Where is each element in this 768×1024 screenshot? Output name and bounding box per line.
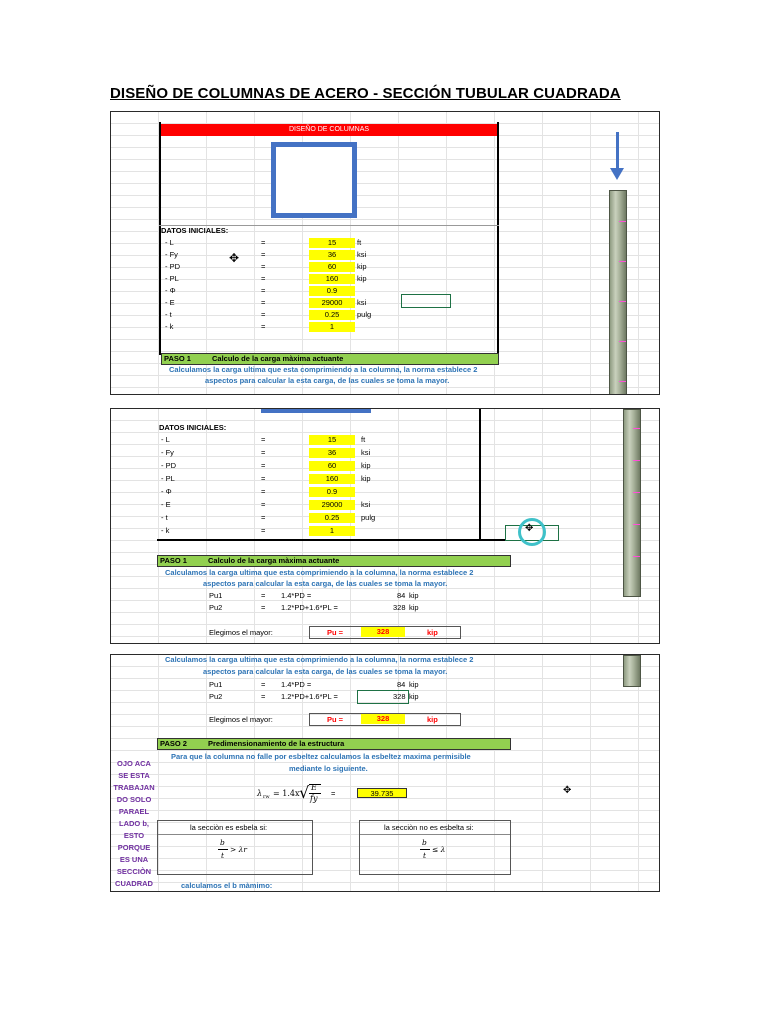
note-line: CUADRAD bbox=[115, 879, 153, 888]
esbelta-cond: > λr bbox=[230, 845, 248, 854]
screenshot-3 bbox=[110, 654, 660, 892]
dato-eq: = bbox=[261, 448, 266, 457]
paso1-text1: Calculamos la carga ultima que esta comprimiendo a la columna, la norma establece 2 bbox=[165, 655, 474, 664]
dato-label: - E bbox=[165, 298, 175, 307]
dato-unit: kip bbox=[357, 262, 367, 271]
pu1-unit: kip bbox=[409, 680, 419, 689]
esbelta-title: la secciòn es esbela si: bbox=[190, 823, 268, 832]
pu1-value: 84 bbox=[397, 591, 406, 600]
dato-eq: = bbox=[261, 487, 266, 496]
dato-value[interactable]: 160 bbox=[309, 274, 355, 284]
dato-label: - PL bbox=[165, 274, 179, 283]
pu-label: Pu = bbox=[327, 715, 344, 724]
choose-label: Elegimos el mayor: bbox=[209, 715, 273, 724]
paso1-text2: aspectos para calcular la esta carga, de las cuales se toma la mayor. bbox=[205, 376, 450, 385]
dato-value[interactable]: 0.9 bbox=[309, 487, 355, 497]
dato-unit: ksi bbox=[357, 298, 367, 307]
dato-value[interactable]: 60 bbox=[309, 461, 355, 471]
pu-value: 328 bbox=[361, 714, 405, 724]
paso2-label: PASO 2 bbox=[160, 739, 187, 748]
dato-eq: = bbox=[261, 286, 266, 295]
screenshot-2 bbox=[110, 408, 660, 644]
paso1-bar bbox=[157, 555, 511, 567]
lambda-formula: λ rw = 1.4x √ E fy bbox=[257, 779, 337, 807]
pu1-name: Pu1 bbox=[209, 680, 223, 689]
dato-label: - Fy bbox=[161, 448, 174, 457]
paso1-text1: Calculamos la carga ultima que esta comprimiendo a la columna, la norma establece 2 bbox=[169, 365, 478, 374]
dato-unit: pulg bbox=[357, 310, 372, 319]
dato-unit: kip bbox=[361, 474, 371, 483]
dato-label: - PD bbox=[165, 262, 180, 271]
dato-eq: = bbox=[261, 461, 266, 470]
dato-value[interactable]: 160 bbox=[309, 474, 355, 484]
note-line: DO SOLO bbox=[116, 795, 152, 804]
dato-value[interactable]: 60 bbox=[309, 262, 355, 272]
dato-value[interactable]: 15 bbox=[309, 435, 355, 445]
frac-t: t bbox=[423, 851, 427, 860]
dato-eq: = bbox=[261, 435, 266, 444]
column-3d-icon bbox=[623, 409, 641, 597]
dato-eq: = bbox=[261, 274, 266, 283]
pu-unit: kip bbox=[427, 715, 438, 724]
calc-b-text: calculamos el b màmimo: bbox=[181, 881, 273, 890]
esbelta-box bbox=[157, 820, 313, 875]
dato-value[interactable]: 36 bbox=[309, 448, 355, 458]
move-cursor-icon: ✥ bbox=[525, 523, 534, 534]
dato-value[interactable]: 1 bbox=[309, 526, 355, 536]
note-line: SE ESTA bbox=[118, 771, 150, 780]
dato-value[interactable]: 29000 bbox=[309, 500, 355, 510]
paso1-bar bbox=[161, 353, 499, 365]
pu2-formula: 1.2*PD+1.6*PL = bbox=[281, 692, 338, 701]
lambda-eq: = bbox=[331, 789, 336, 798]
dato-label: - L bbox=[165, 238, 174, 247]
note-line: PORQUE bbox=[117, 843, 151, 852]
pu1-eq: = bbox=[261, 680, 266, 689]
note-line: ES UNA bbox=[119, 855, 149, 864]
pu2-eq: = bbox=[261, 692, 266, 701]
dato-unit: ft bbox=[357, 238, 362, 247]
paso2-bar bbox=[157, 738, 511, 750]
dato-label: - E bbox=[161, 500, 171, 509]
lambda-rhs: = 1.4x bbox=[273, 789, 300, 798]
paso1-text2: aspectos para calcular la esta carga, de las cuales se toma la mayor. bbox=[203, 579, 448, 588]
dato-eq: = bbox=[261, 526, 266, 535]
paso1-text2: aspectos para calcular la esta carga, de las cuales se toma la mayor. bbox=[203, 667, 448, 676]
lambda-fy: fy bbox=[310, 794, 318, 803]
dato-label: - Φ bbox=[165, 286, 176, 295]
pu2-unit: kip bbox=[409, 692, 419, 701]
note-line: TRABAJAN bbox=[113, 783, 155, 792]
dato-eq: = bbox=[261, 310, 266, 319]
dato-label: - t bbox=[161, 513, 168, 522]
dato-unit: kip bbox=[357, 274, 367, 283]
note-line: SECCIÒN bbox=[116, 867, 152, 876]
pu2-eq: = bbox=[261, 603, 266, 612]
dato-unit: ksi bbox=[361, 448, 371, 457]
pu2-name: Pu2 bbox=[209, 603, 223, 612]
dato-unit: ft bbox=[361, 435, 366, 444]
screenshot-1 bbox=[110, 111, 660, 395]
sheet-header: DISEÑO DE COLUMNAS bbox=[161, 124, 497, 136]
pu1-formula: 1.4*PD = bbox=[281, 680, 312, 689]
frac-t: t bbox=[221, 851, 225, 860]
paso1-text1: Calculamos la carga ultima que esta comprimiendo a la columna, la norma establece 2 bbox=[165, 568, 474, 577]
paso2-text2: mediante lo siguiente. bbox=[289, 764, 368, 773]
move-cursor-icon: ✥ bbox=[563, 785, 572, 796]
pu2-value: 328 bbox=[393, 692, 406, 701]
pu2-value: 328 bbox=[393, 603, 406, 612]
load-arrow-icon bbox=[616, 132, 619, 170]
paso1-title: Calculo de la carga màxima actuante bbox=[208, 556, 340, 565]
dato-unit: ksi bbox=[361, 500, 371, 509]
pu-unit: kip bbox=[427, 628, 438, 637]
column-3d-icon bbox=[623, 655, 641, 687]
note-line: PARAEL bbox=[118, 807, 150, 816]
dato-value[interactable]: 0.9 bbox=[309, 286, 355, 296]
note-column bbox=[111, 759, 157, 891]
note-line: OJO ACA bbox=[117, 759, 151, 768]
dato-eq: = bbox=[261, 262, 266, 271]
pu1-eq: = bbox=[261, 591, 266, 600]
dato-value[interactable]: 0.25 bbox=[309, 513, 355, 523]
dato-value[interactable]: 1 bbox=[309, 322, 355, 332]
no-esbelta-cond: ≤ λ bbox=[432, 845, 446, 854]
dato-eq: = bbox=[261, 500, 266, 509]
dato-label: - PL bbox=[161, 474, 175, 483]
paso1-label: PASO 1 bbox=[164, 354, 191, 363]
pu2-formula: 1.2*PD+1.6*PL = bbox=[281, 603, 338, 612]
dato-eq: = bbox=[261, 474, 266, 483]
paso2-text1: Para que la columna no falle por esbeltez calculamos la esbeltez maxima permisible bbox=[171, 752, 471, 761]
no-esbelta-title: la secciòn no es esbelta si: bbox=[384, 823, 474, 832]
paso2-title: Predimensionamiento de la estructura bbox=[208, 739, 345, 748]
datos-title: DATOS INICIALES: bbox=[161, 226, 229, 235]
frac-b: b bbox=[422, 838, 427, 847]
dato-label: - t bbox=[165, 310, 172, 319]
no-esbelta-box bbox=[359, 820, 511, 875]
dato-unit: kip bbox=[361, 461, 371, 470]
dato-unit: pulg bbox=[361, 513, 376, 522]
pu1-name: Pu1 bbox=[209, 591, 223, 600]
dato-label: - Fy bbox=[165, 250, 178, 259]
dato-value[interactable]: 29000 bbox=[309, 298, 355, 308]
dato-label: - k bbox=[165, 322, 174, 331]
note-line: ESTO bbox=[123, 831, 145, 840]
column-3d-icon bbox=[609, 190, 627, 395]
lambda-e: E bbox=[311, 783, 317, 792]
choose-label: Elegimos el mayor: bbox=[209, 628, 273, 637]
pu-label: Pu = bbox=[327, 628, 344, 637]
dato-label: - k bbox=[161, 526, 170, 535]
lambda-subscript: rw bbox=[263, 794, 270, 800]
dato-eq: = bbox=[261, 250, 266, 259]
paso1-title: Calculo de la carga màxima actuante bbox=[212, 354, 344, 363]
dato-value[interactable]: 15 bbox=[309, 238, 355, 248]
pu1-formula: 1.4*PD = bbox=[281, 591, 312, 600]
dato-label: - L bbox=[161, 435, 170, 444]
dato-eq: = bbox=[261, 238, 266, 247]
pu1-value: 84 bbox=[397, 680, 406, 689]
dato-unit: ksi bbox=[357, 250, 367, 259]
frac-b: b bbox=[220, 838, 225, 847]
dato-eq: = bbox=[261, 513, 266, 522]
pu2-name: Pu2 bbox=[209, 692, 223, 701]
document-title: DISEÑO DE COLUMNAS DE ACERO - SECCIÓN TUBULAR CUADRADA bbox=[110, 85, 621, 102]
pu-value: 328 bbox=[361, 627, 405, 637]
move-cursor-icon: ✥ bbox=[229, 251, 240, 265]
datos-title: DATOS INICIALES: bbox=[159, 423, 227, 432]
dato-eq: = bbox=[261, 322, 266, 331]
paso1-label: PASO 1 bbox=[160, 556, 187, 565]
selected-cell[interactable] bbox=[401, 294, 451, 308]
lambda-symbol: λ bbox=[257, 789, 263, 798]
pu1-unit: kip bbox=[409, 591, 419, 600]
tube-section-icon bbox=[271, 142, 357, 218]
note-line: LADO b, bbox=[119, 819, 149, 828]
lambda-value: 39.735 bbox=[357, 788, 407, 798]
dato-value[interactable]: 0.25 bbox=[309, 310, 355, 320]
dato-label: - PD bbox=[161, 461, 176, 470]
dato-label: - Φ bbox=[161, 487, 172, 496]
pu2-unit: kip bbox=[409, 603, 419, 612]
dato-value[interactable]: 36 bbox=[309, 250, 355, 260]
dato-eq: = bbox=[261, 298, 266, 307]
